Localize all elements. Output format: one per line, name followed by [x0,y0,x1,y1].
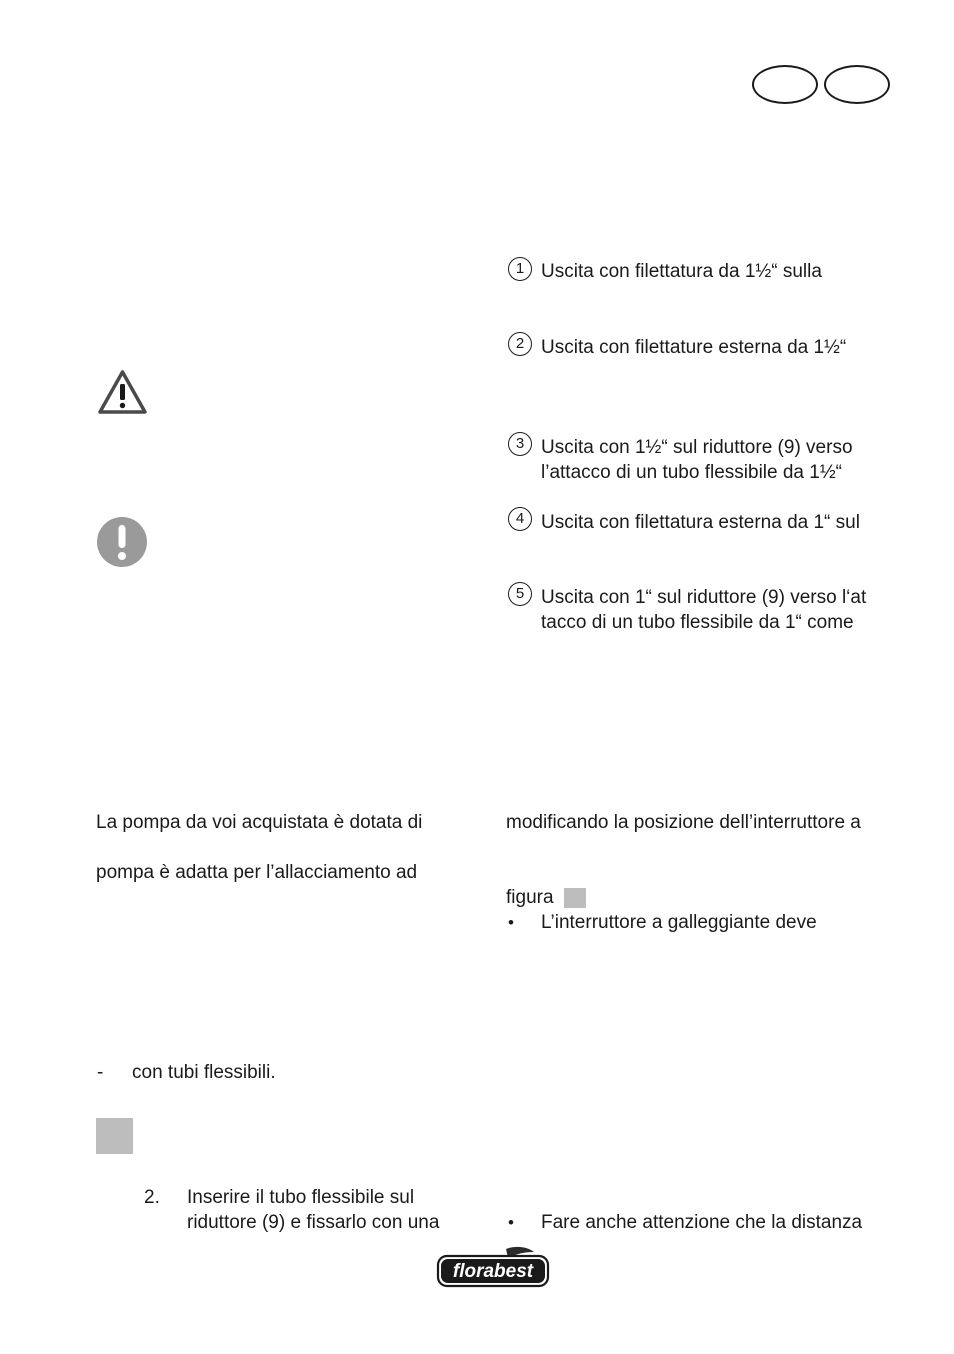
bullet-symbol: • [508,1213,514,1232]
list-item-text: Uscita con 1½“ sul riduttore (9) verso [541,437,853,458]
list-item-text: tacco di un tubo flessibile da 1“ come [541,612,854,633]
list-item-text: Uscita con 1“ sul riduttore (9) verso l‘at [541,587,867,608]
circled-number: 2 [508,332,532,356]
language-oval-right [824,65,890,104]
logo-text: florabest [452,1261,534,1282]
exclamation-circle-icon [96,516,148,568]
dash-symbol: - [97,1062,104,1083]
warning-triangle-icon [97,369,148,415]
step-number: 2. [144,1187,160,1208]
list-item-text: Uscita con filettatura esterna da 1“ sul [541,512,860,533]
step-text: Inserire il tubo flessibile sul [187,1187,415,1208]
figure-reference-box [564,888,586,908]
bullet-symbol: • [508,913,514,932]
bullet-text: L’interruttore a galleggiante deve [541,912,817,933]
circled-number: 5 [508,582,532,606]
circled-number: 4 [508,507,532,531]
step-text: riduttore (9) e fissarlo con una [187,1212,440,1233]
dash-item-text: con tubi flessibili. [132,1062,276,1083]
left-paragraph-line: La pompa da voi acquistata è dotata di [96,812,423,833]
figure-label: figura [506,887,554,908]
circled-number: 3 [508,432,532,456]
florabest-logo [436,1246,550,1288]
list-item-text: Uscita con filettature esterna da 1½“ [541,337,847,358]
list-item-text: Uscita con filettatura da 1½“ sulla [541,261,822,282]
circled-number: 1 [508,257,532,281]
language-tab-ovals [752,65,892,105]
language-oval-left [752,65,818,104]
step-figure-box [96,1118,133,1154]
left-paragraph-line: pompa è adatta per l’allacciamento ad [96,862,418,883]
list-item-text: l’attacco di un tubo flessibile da 1½“ [541,462,843,483]
bullet-text: Fare anche attenzione che la distanza [541,1212,863,1233]
right-paragraph-line: modificando la posizione dell’interruttore a [506,812,861,833]
